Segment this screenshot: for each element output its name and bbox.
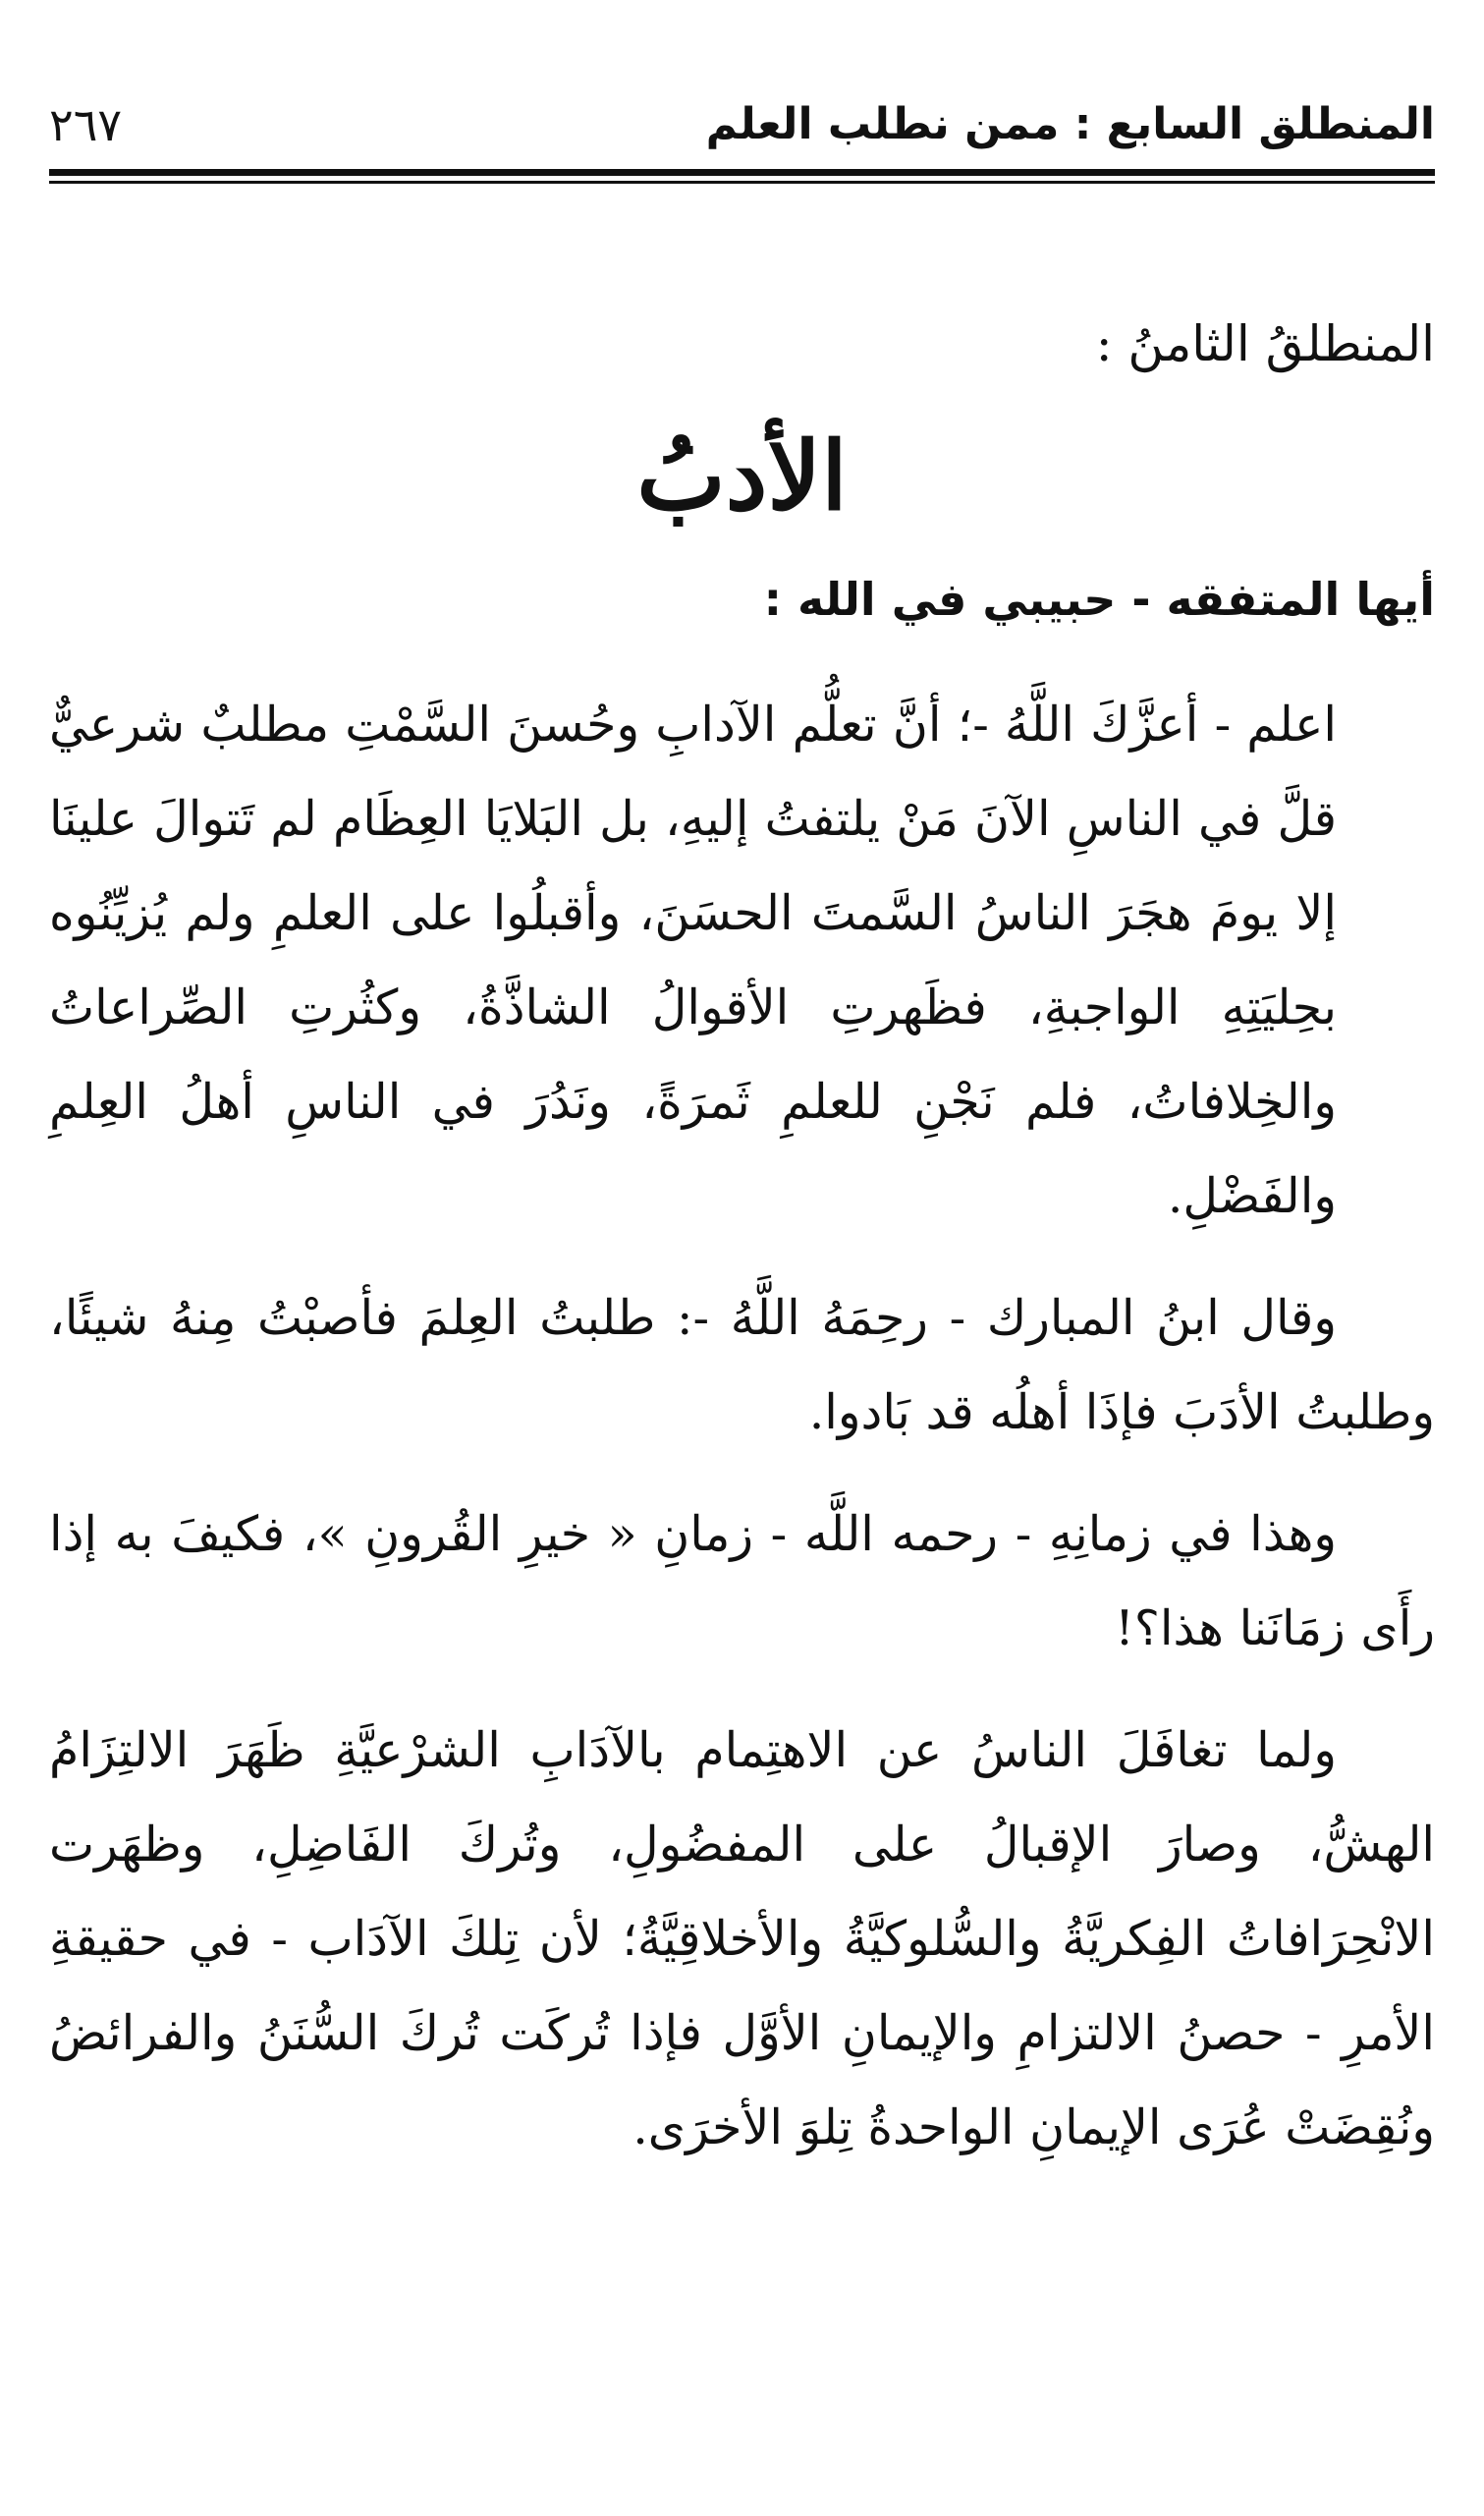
paragraph-4: ولما تغافَلَ الناسُ عن الاهتِمام بالآدَابِ الشرْعيَّةِ ظَهَرَ الالتِزَامُ الهشُّ، وصارَ الإقبالُ على المفضُولِ، وتُركَ الفَاضِلِ، وظهَرت الانْحِرَافاتُ الفِكريَّةُ والسُّلوكيَّةُ والأخلاقِيَّةُ؛ لأن تِلكَ الآدَاب - في حقيقةِ الأمرِ - حصنُ الالتزامِ والإيمانِ الأوَّل فإذا تُركَت تُركَ السُّنَنُ والفرائضُ ونُقِضَتْ عُرَى الإيمانِ الواحدةُ تِلوَ الأخرَى. xyxy=(49,1722,1435,2155)
paragraph-1: اعلم - أعزَّكَ اللَّهُ -؛ أنَّ تعلُّم الآدابِ وحُسنَ السَّمْتِ مطلبٌ شرعيٌّ قلَّ في الناسِ الآنَ مَنْ يلتفتُ إليهِ، بل البَلايَا العِظَام لم تَتوالَ علينَا إلا يومَ هجَرَ الناسُ السَّمتَ الحسَنَ، وأقبلُوا على العلمِ ولم يُزيِّنُوه بحِليَتِهِ الواجبةِ، فظَهرتِ الأقوالُ الشاذَّةُ، وكثُرتِ الصِّراعاتُ والخِلافاتُ، فلم نَجْنِ للعلمِ ثَمرَةً، ونَدُرَ في الناسِ أهلُ العِلمِ والفَضْلِ. xyxy=(49,697,1337,1224)
header-rule-thick xyxy=(49,169,1435,176)
paragraph-2: وقال ابنُ المبارك - رحِمَهُ اللَّهُ -: طلبتُ العِلمَ فأصبْتُ مِنهُ شيئًا، وطلبتُ الأدَبَ فإذَا أهلُه قد بَادوا. xyxy=(49,1290,1435,1440)
header-rule-thin xyxy=(49,181,1435,184)
running-header xyxy=(49,90,1435,159)
address-line: أيها المتفقه - حبيبي في الله : xyxy=(763,573,1435,626)
page-content xyxy=(49,305,1435,2203)
chapter-title: الأدبُ xyxy=(636,420,848,531)
section-label: المنطلقُ الثامنُ : xyxy=(1095,315,1435,372)
page-number: ٢٦٧ xyxy=(49,98,123,151)
paragraph-3: وهذا في زمانِهِ - رحمه اللَّه - زمانِ « خيرِ القُرونِ »، فكيفَ به إذا رأَى زمَانَنا هذا؟! xyxy=(49,1506,1435,1656)
running-header-title: المنطلق السابع : ممن نطلب العلم xyxy=(705,99,1435,149)
